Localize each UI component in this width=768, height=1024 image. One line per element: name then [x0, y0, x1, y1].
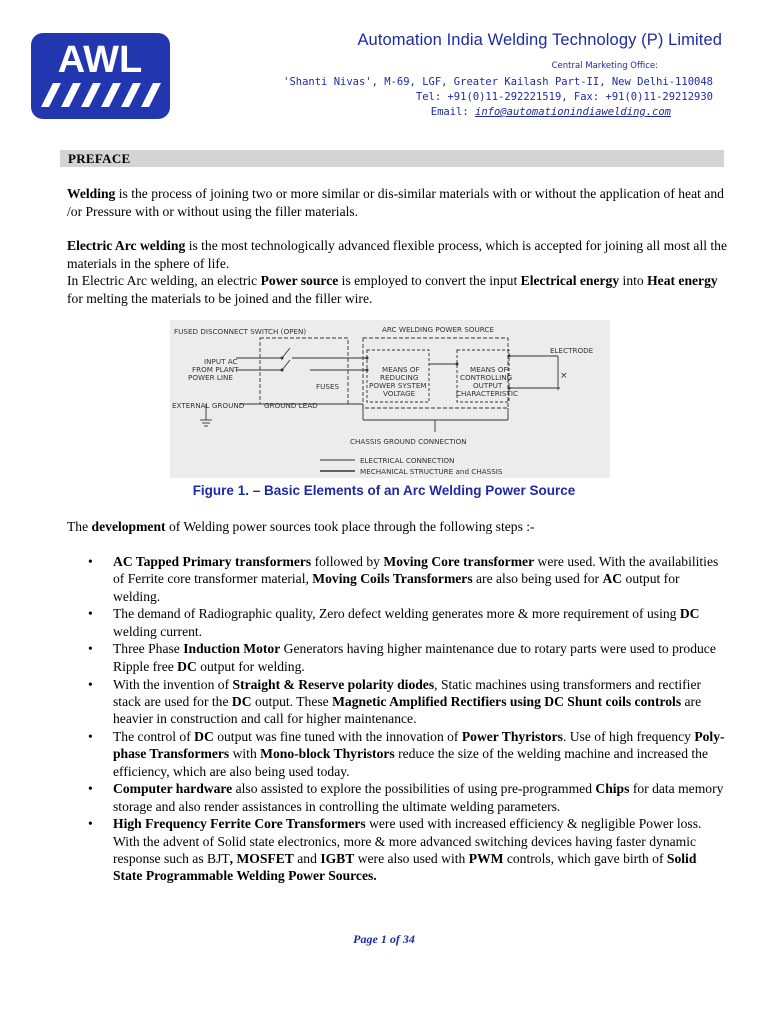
- legend-mechanical: MECHANICAL STRUCTURE and CHASSIS: [360, 467, 503, 476]
- label-controlling-2: CONTROLLING: [460, 373, 513, 382]
- paragraph-development: The development of Welding power sources took place through the following steps :-: [67, 519, 535, 534]
- label-fused-switch: FUSED DISCONNECT SWITCH (OPEN): [174, 327, 307, 336]
- label-external-ground: EXTERNAL GROUND: [172, 401, 245, 410]
- logo-text: AWL: [57, 39, 143, 81]
- list-item: • The demand of Radiographic quality, Zero defect welding generates more & more requirement of using DC welding current.: [88, 605, 728, 640]
- label-controlling-4: CHARACTERISTIC: [456, 389, 518, 398]
- label-electrode: ELECTRODE: [550, 346, 594, 355]
- list-item: • The control of DC output was fine tuned with the innovation of Power Thyristors. Use of high frequency Poly-phase Transformers with Mono-block Thyristors reduce the size of the welding machine and increased the efficiency, which are also being used today.: [88, 728, 728, 780]
- label-reducing-4: VOLTAGE: [383, 389, 416, 398]
- arc-welding-diagram: [170, 320, 610, 478]
- label-fuses: FUSES: [316, 382, 340, 391]
- electrode-x-icon: ×: [560, 371, 568, 381]
- label-ground-lead: GROUND LEAD: [264, 401, 318, 410]
- company-name: Automation India Welding Technology (P) Limited: [357, 31, 722, 49]
- development-steps-list: [88, 553, 728, 885]
- list-item: • High Frequency Ferrite Core Transformers were used with increased efficiency & negligible Power loss. With the advent of Solid state electronics, more & more advanced switching devices having faster dynamic response such as BJT, MOSFET and IGBT were also used with PWM controls, which gave birth of Solid State Programmable Welding Power Sources.: [88, 815, 728, 884]
- label-controlling-3: OUTPUT: [473, 381, 503, 390]
- label-reducing-3: POWER SYSTEM: [369, 381, 427, 390]
- office-label: Central Marketing Office:: [551, 61, 658, 71]
- label-chassis: CHASSIS GROUND CONNECTION: [350, 437, 467, 446]
- list-item: • AC Tapped Primary transformers followed by Moving Core transformer were used. With the availabilities of Ferrite core transformer material, Moving Coils Transformers are also being used for AC output for welding.: [88, 553, 728, 605]
- list-item: • With the invention of Straight & Reserve polarity diodes, Static machines using transformers and rectifier stack are used for the DC output. These Magnetic Amplified Rectifiers using DC Shunt coils controls are heavier in construction and call for higher maintenance.: [88, 676, 728, 728]
- awl-logo: [31, 33, 170, 119]
- office-address: 'Shanti Nivas', M-69, LGF, Greater Kailash Part-II, New Delhi-110048: [283, 76, 713, 88]
- paragraph-welding: Welding is the process of joining two or more similar or dis-similar materials with or without the application of heat and /or Pressure with or without using the filler materials.: [67, 186, 724, 219]
- paragraph-electric-arc: Electric Arc welding is the most technologically advanced flexible process, which is accepted for joining all most all the materials in the sphere of life.: [67, 238, 728, 271]
- section-title: PREFACE: [68, 151, 131, 166]
- label-input-ac-1: INPUT AC: [204, 357, 238, 366]
- paragraph-power-source: In Electric Arc welding, an electric Power source is employed to convert the input Electrical energy into Heat energy for melting the materials to be joined and the filler wire.: [67, 273, 718, 306]
- list-item: • Computer hardware also assisted to explore the possibilities of using pre-programmed Chips for data memory storage and also render assistances in controlling the ultimate welding parameters.: [88, 780, 728, 815]
- legend-electrical: ELECTRICAL CONNECTION: [360, 456, 455, 465]
- label-reducing-1: MEANS OF: [382, 365, 420, 374]
- label-input-ac-2: FROM PLANT: [192, 365, 239, 374]
- email-link[interactable]: info@automationindiawelding.com: [475, 106, 671, 118]
- label-controlling-1: MEANS OF: [470, 365, 508, 374]
- label-input-ac-3: POWER LINE: [188, 373, 233, 382]
- office-email: Email: info@automationindiawelding.com: [430, 106, 671, 118]
- section-heading-bar: [60, 150, 724, 167]
- label-reducing-2: REDUCING: [380, 373, 419, 382]
- figure-caption: Figure 1. – Basic Elements of an Arc Welding Power Source: [192, 483, 576, 498]
- page-number: Page 1 of 34: [353, 932, 415, 946]
- list-item: • Three Phase Induction Motor Generators having higher maintenance due to rotary parts were used to produce Ripple free DC output for welding.: [88, 640, 728, 675]
- label-arc-source: ARC WELDING POWER SOURCE: [382, 325, 494, 334]
- office-phone: Tel: +91(0)11-292221519, Fax: +91(0)11-29212930: [415, 91, 713, 103]
